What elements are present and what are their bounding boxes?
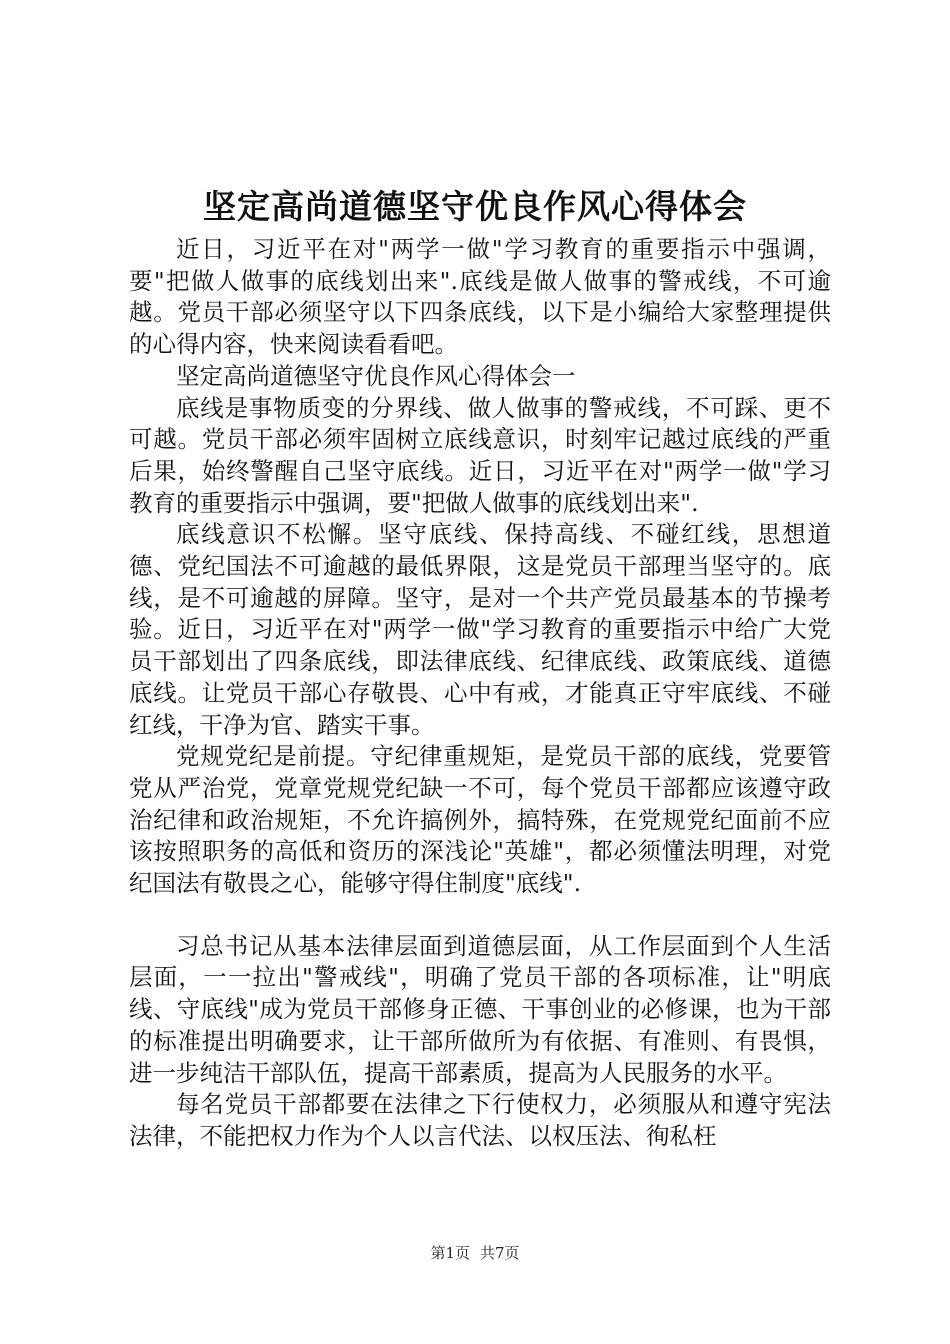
document-title: 坚定高尚道德坚守优良作风心得体会	[203, 187, 747, 226]
document-body	[129, 234, 831, 1153]
page-number: 第1页	[430, 1244, 470, 1262]
page-footer	[0, 1243, 950, 1263]
body-paragraph: 习总书记从基本法律层面到道德层面，从工作层面到个人生活层面，一一拉出"警戒线"，明确了党员干部的各项标准，让"明底线、守底线"成为党员干部修身正德、干事创业的必修课，也为干部的标准提出明确要求，让干部所做所为有依据、有准则、有畏惧，进一步纯洁干部队伍，提高干部素质，提高为人民服务的水平。	[129, 931, 831, 1087]
body-paragraph: 底线意识不松懈。坚守底线、保持高线、不碰红线，思想道德、党纪国法不可逾越的最低界限，这是党员干部理当坚守的。底线，是不可逾越的屏障。坚守，是对一个共产党员最基本的节操考验。近日，习近平在对"两学一做"学习教育的重要指示中给广大党员干部划出了四条底线，即法律底线、纪律底线、政策底线、道德底线。让党员干部心存敬畏、心中有戒，才能真正守牢底线、不碰红线，干净为官、踏实干事。	[129, 520, 831, 739]
page-total: 共7页	[480, 1244, 520, 1262]
body-paragraph: 每名党员干部都要在法律之下行使权力，必须服从和遵守宪法法律，不能把权力作为个人以言代法、以权压法、徇私枉	[129, 1090, 831, 1150]
body-paragraph: 底线是事物质变的分界线、做人做事的警戒线，不可踩、更不可越。党员干部必须牢固树立底线意识，时刻牢记越过底线的严重后果，始终警醒自己坚守底线。近日，习近平在对"两学一做"学习教育的重要指示中强调，要"把做人做事的底线划出来".	[129, 393, 831, 517]
body-paragraph: 党规党纪是前提。守纪律重规矩，是党员干部的底线，党要管党从严治党，党章党规党纪缺一不可，每个党员干部都应该遵守政治纪律和政治规矩，不允许搞例外，搞特殊，在党规党纪面前不应该按照职务的高低和资历的深浅论"英雄"，都必须懂法明理，对党纪国法有敬畏之心，能够守得住制度"底线".	[129, 742, 831, 898]
section-heading: 坚定高尚道德坚守优良作风心得体会一	[176, 361, 576, 390]
intro-paragraph: 近日，习近平在对"两学一做"学习教育的重要指示中强调，要"把做人做事的底线划出来".底线是做人做事的警戒线，不可逾越。党员干部必须坚守以下四条底线，以下是小编给大家整理提供的心得内容，快来阅读看看吧。	[129, 235, 831, 359]
